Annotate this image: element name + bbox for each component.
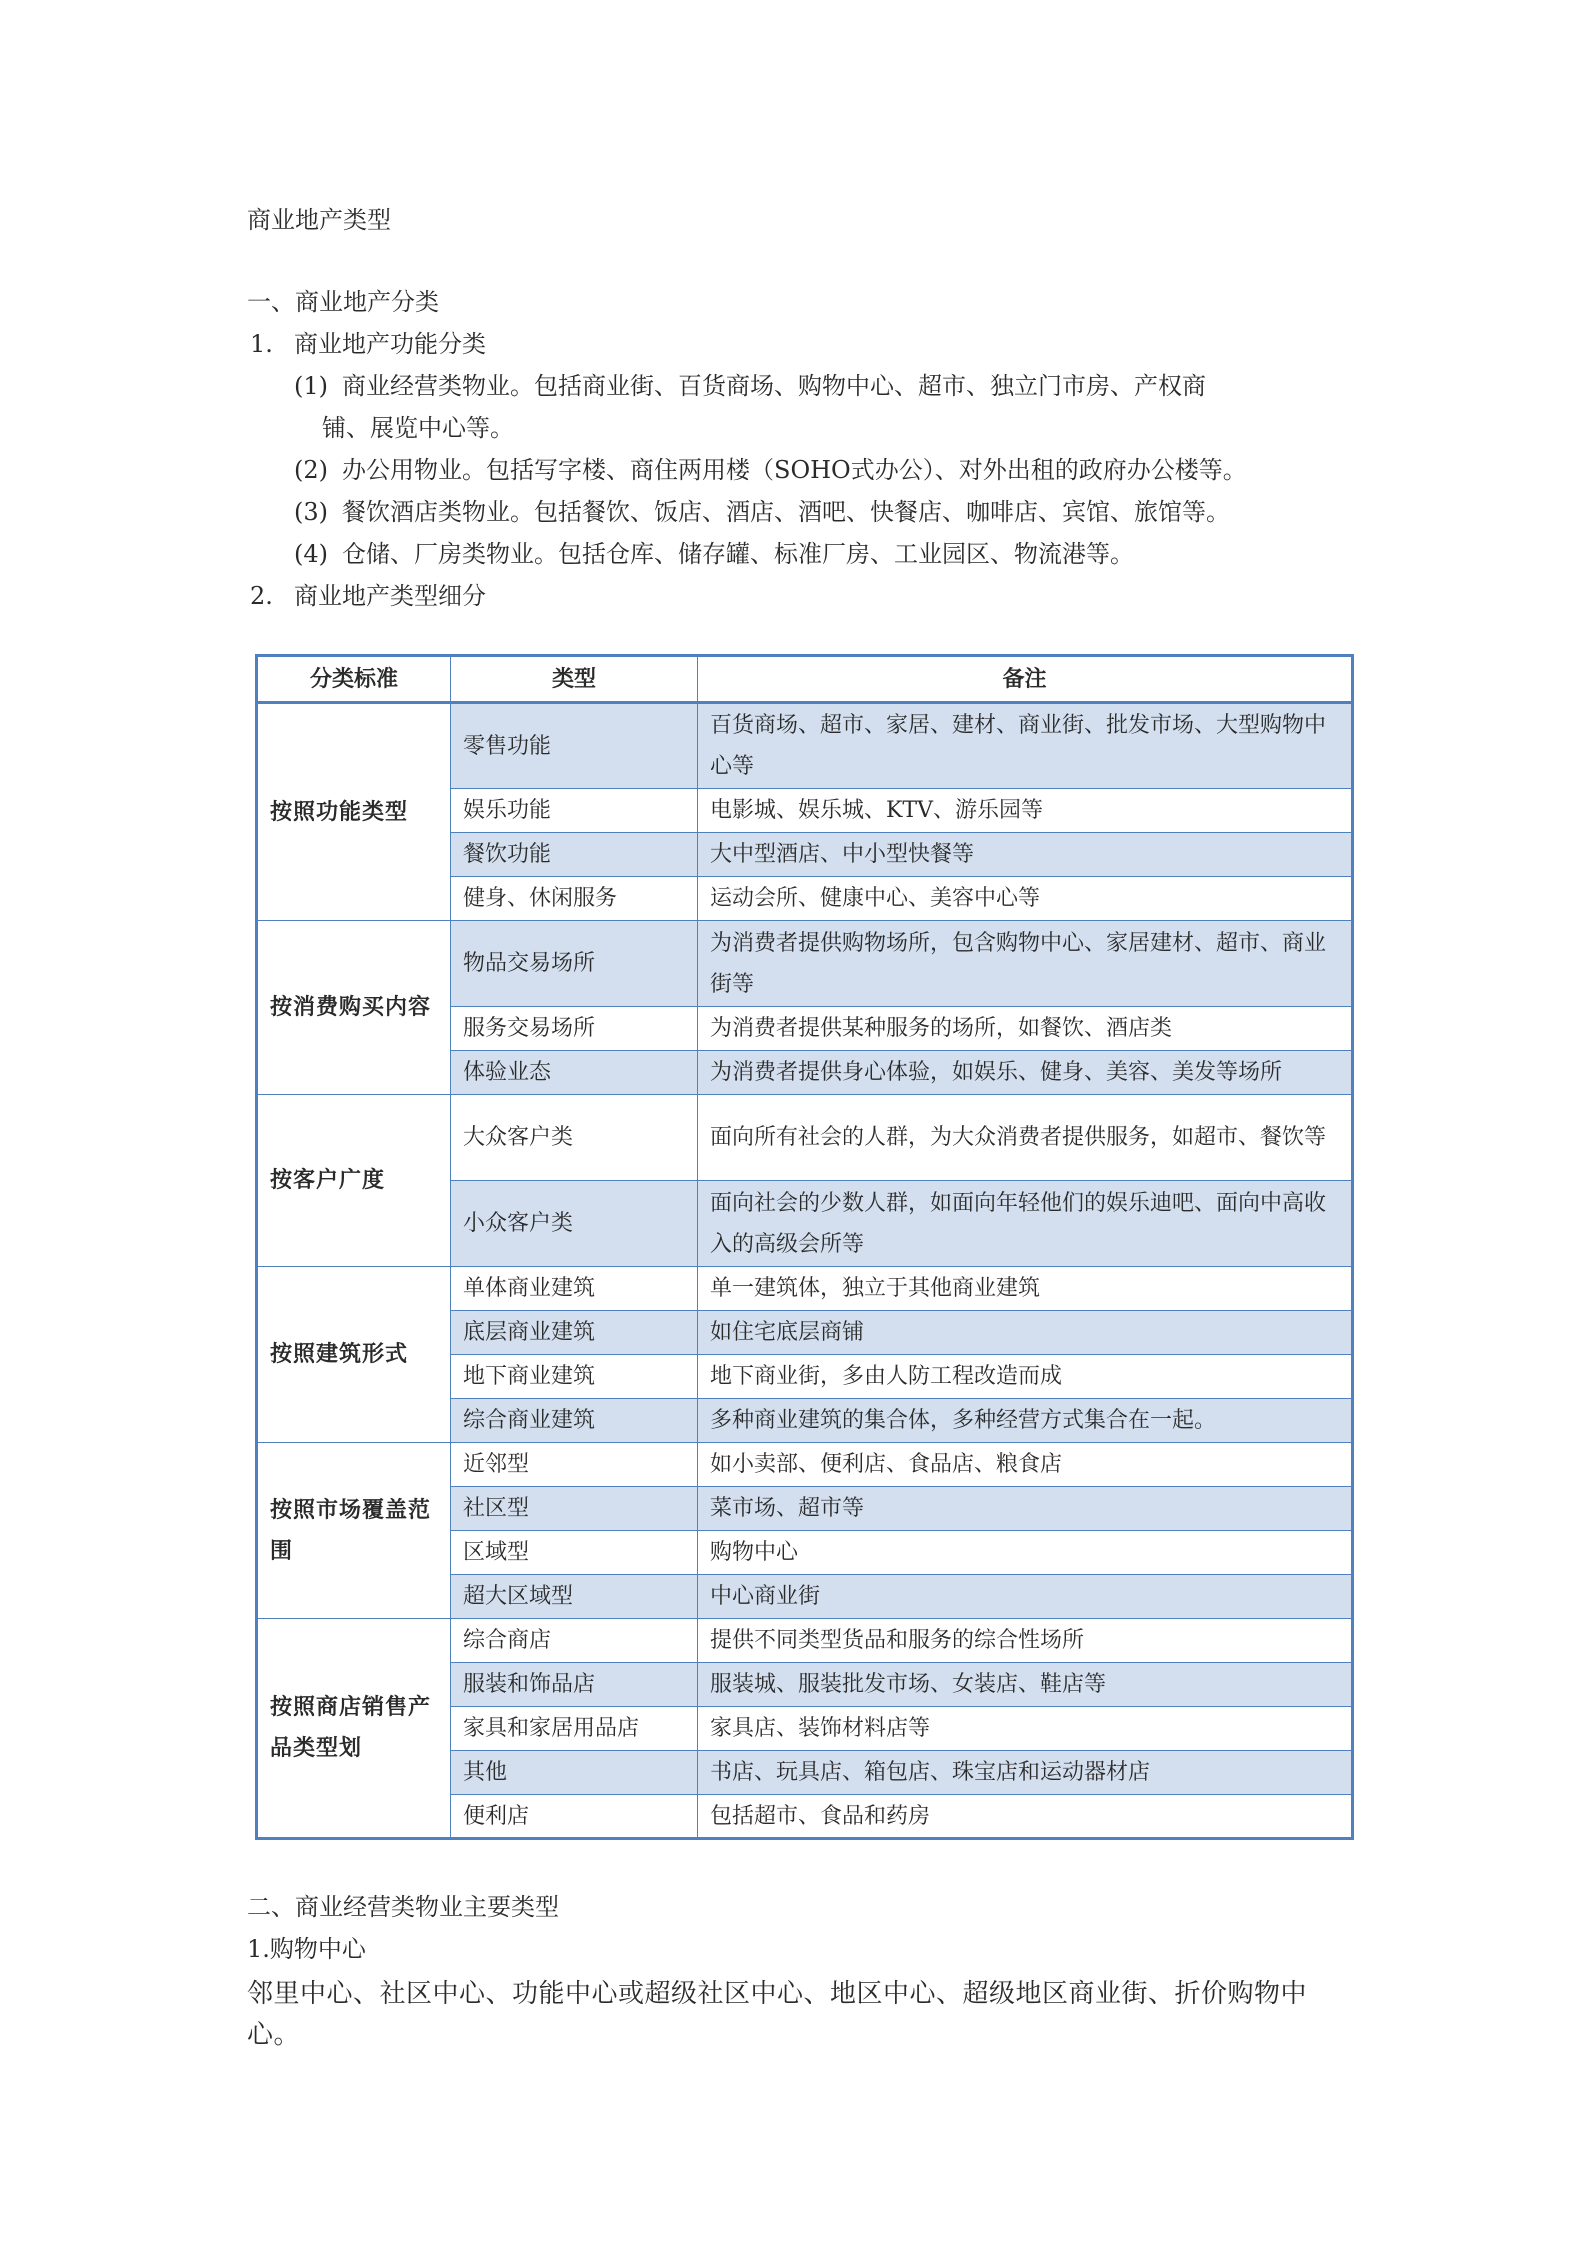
type-cell: 大众客户类	[451, 1095, 698, 1181]
section-2-heading: 二、商业经营类物业主要类型	[247, 1893, 559, 1921]
type-cell: 物品交易场所	[451, 921, 698, 1007]
note-cell: 为消费者提供身心体验，如娱乐、健身、美容、美发等场所	[698, 1051, 1353, 1095]
classification-table	[255, 654, 1354, 1840]
sublist-text: 餐饮酒店类物业。包括餐饮、饭店、酒店、酒吧、快餐店、咖啡店、宾馆、旅馆等。	[342, 498, 1230, 526]
type-cell: 健身、休闲服务	[451, 877, 698, 921]
sublist-number: (4)	[294, 540, 328, 568]
note-cell: 菜市场、超市等	[698, 1487, 1353, 1531]
note-cell: 面向社会的少数人群，如面向年轻他们的娱乐迪吧、面向中高收入的高级会所等	[698, 1181, 1353, 1267]
note-cell: 大中型酒店、中小型快餐等	[698, 833, 1353, 877]
type-cell: 家具和家居用品店	[451, 1707, 698, 1751]
header-note: 备注	[698, 656, 1353, 703]
list-number: 2.	[250, 582, 273, 610]
criterion-cell: 按客户广度	[257, 1095, 451, 1267]
note-cell: 地下商业街，多由人防工程改造而成	[698, 1355, 1353, 1399]
sublist-text: 商业经营类物业。包括商业街、百货商场、购物中心、超市、独立门市房、产权商	[342, 372, 1206, 400]
type-cell: 便利店	[451, 1795, 698, 1839]
note-cell: 多种商业建筑的集合体，多种经营方式集合在一起。	[698, 1399, 1353, 1443]
section-1-heading: 一、商业地产分类	[247, 288, 439, 316]
list-item-text: 商业地产类型细分	[294, 582, 486, 610]
header-criterion: 分类标准	[257, 656, 451, 703]
note-cell: 电影城、娱乐城、KTV、游乐园等	[698, 789, 1353, 833]
header-type: 类型	[451, 656, 698, 703]
note-cell: 如小卖部、便利店、食品店、粮食店	[698, 1443, 1353, 1487]
note-cell: 百货商场、超市、家居、建材、商业街、批发市场、大型购物中心等	[698, 703, 1353, 789]
type-cell: 综合商店	[451, 1619, 698, 1663]
type-cell: 底层商业建筑	[451, 1311, 698, 1355]
type-cell: 地下商业建筑	[451, 1355, 698, 1399]
list-item-text: 商业地产功能分类	[294, 330, 486, 358]
section-2-item-1	[247, 1932, 366, 1966]
list-number: 1.	[247, 1935, 270, 1963]
type-cell: 娱乐功能	[451, 789, 698, 833]
criterion-cell: 按照建筑形式	[257, 1267, 451, 1443]
note-cell: 服装城、服装批发市场、女装店、鞋店等	[698, 1663, 1353, 1707]
type-cell: 服务交易场所	[451, 1007, 698, 1051]
sublist-text: 仓储、厂房类物业。包括仓库、储存罐、标准厂房、工业园区、物流港等。	[342, 540, 1134, 568]
criterion-cell: 按照商店销售产品类型划	[257, 1619, 451, 1839]
note-cell: 购物中心	[698, 1531, 1353, 1575]
note-cell: 包括超市、食品和药房	[698, 1795, 1353, 1839]
type-cell: 综合商业建筑	[451, 1399, 698, 1443]
type-cell: 区域型	[451, 1531, 698, 1575]
type-cell: 餐饮功能	[451, 833, 698, 877]
criterion-cell: 按照市场覆盖范围	[257, 1443, 451, 1619]
type-cell: 其他	[451, 1751, 698, 1795]
note-cell: 家具店、装饰材料店等	[698, 1707, 1353, 1751]
note-cell: 为消费者提供某种服务的场所，如餐饮、酒店类	[698, 1007, 1353, 1051]
note-cell: 中心商业街	[698, 1575, 1353, 1619]
note-cell: 面向所有社会的人群，为大众消费者提供服务，如超市、餐饮等	[698, 1095, 1353, 1181]
sublist-text: 办公用物业。包括写字楼、商住两用楼（SOHO式办公）、对外出租的政府办公楼等。	[342, 456, 1247, 484]
criterion-cell: 按照功能类型	[257, 703, 451, 921]
type-cell: 零售功能	[451, 703, 698, 789]
type-cell: 超大区域型	[451, 1575, 698, 1619]
note-cell: 提供不同类型货品和服务的综合性场所	[698, 1619, 1353, 1663]
list-number: 1.	[250, 330, 273, 358]
sublist-number: (2)	[294, 456, 328, 484]
list-item-text: 购物中心	[269, 1935, 366, 1963]
sublist-number: (1)	[294, 372, 328, 400]
note-cell: 单一建筑体，独立于其他商业建筑	[698, 1267, 1353, 1311]
criterion-cell: 按消费购买内容	[257, 921, 451, 1095]
type-cell: 单体商业建筑	[451, 1267, 698, 1311]
section-2-paragraph: 邻里中心、社区中心、功能中心或超级社区中心、地区中心、超级地区商业街、折价购物中心。	[247, 1979, 1308, 2050]
document-title: 商业地产类型	[247, 206, 391, 234]
sublist-text-continued: 铺、展览中心等。	[322, 414, 514, 442]
type-cell: 体验业态	[451, 1051, 698, 1095]
type-cell: 社区型	[451, 1487, 698, 1531]
note-cell: 书店、玩具店、箱包店、珠宝店和运动器材店	[698, 1751, 1353, 1795]
type-cell: 服装和饰品店	[451, 1663, 698, 1707]
note-cell: 运动会所、健康中心、美容中心等	[698, 877, 1353, 921]
sublist-number: (3)	[294, 498, 328, 526]
note-cell: 如住宅底层商铺	[698, 1311, 1353, 1355]
type-cell: 小众客户类	[451, 1181, 698, 1267]
type-cell: 近邻型	[451, 1443, 698, 1487]
note-cell: 为消费者提供购物场所，包含购物中心、家居建材、超市、商业街等	[698, 921, 1353, 1007]
